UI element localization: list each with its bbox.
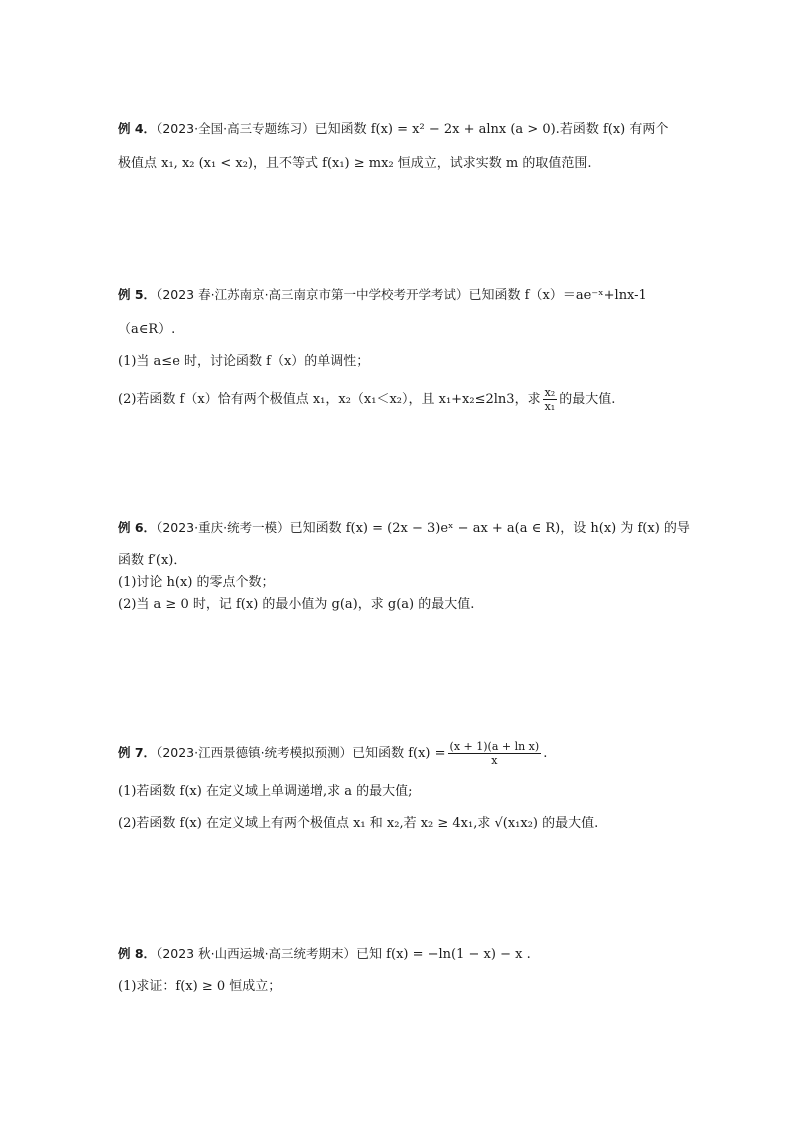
example-7-fraction bbox=[448, 740, 542, 767]
example-7-frac-den: x bbox=[491, 754, 498, 767]
example-8-part-1 bbox=[118, 975, 678, 997]
example-5-frac-den: x₁ bbox=[544, 400, 556, 413]
example-5 bbox=[118, 284, 678, 416]
example-8-text-1: 已知 f(x) = −ln(1 − x) − x . bbox=[356, 947, 531, 962]
example-5-fraction bbox=[543, 386, 558, 413]
example-4-line-1 bbox=[118, 118, 678, 140]
example-7-part-1 bbox=[118, 780, 678, 802]
example-5-source: （2023 春·江苏南京·高三南京市第一中学校考开学考试） bbox=[156, 287, 469, 302]
example-6-text-3: (1)讨论 h(x) 的零点个数； bbox=[118, 575, 275, 590]
example-5-text-4a: (2)若函数 f（x）恰有两个极值点 x₁，x₂（x₁＜x₂），且 x₁+x₂≤2ln3，求 bbox=[118, 392, 541, 407]
example-6-part-2 bbox=[118, 593, 678, 615]
example-6-part-1 bbox=[118, 571, 678, 593]
example-5-part-2 bbox=[118, 382, 678, 416]
example-8-text-2: (1)求证：f(x) ≥ 0 恒成立； bbox=[118, 979, 282, 994]
example-8 bbox=[118, 943, 678, 997]
example-4-label: 例 4． bbox=[118, 121, 157, 136]
example-4-source: （2023·全国·高三专题练习） bbox=[156, 121, 315, 136]
example-5-text-4b: 的最大值. bbox=[559, 392, 616, 407]
example-5-frac-num: x₂ bbox=[544, 386, 556, 399]
example-5-part-1 bbox=[118, 350, 678, 372]
example-4-line-2 bbox=[118, 152, 678, 174]
example-5-label: 例 5． bbox=[118, 287, 157, 302]
example-7-text-3: (2)若函数 f(x) 在定义域上有两个极值点 x₁ 和 x₂,若 x₂ ≥ 4x₁,求 √(x₁x₂) 的最大值. bbox=[118, 816, 599, 831]
example-7-text-2: (1)若函数 f(x) 在定义域上单调递增,求 a 的最大值; bbox=[118, 784, 413, 799]
example-7-text-1b: . bbox=[543, 746, 548, 761]
example-6 bbox=[118, 517, 690, 615]
example-5-line-2 bbox=[118, 318, 678, 340]
example-7-part-2 bbox=[118, 812, 678, 834]
example-4-text-2: 极值点 x₁, x₂ (x₁ < x₂)，且不等式 f(x₁) ≥ mx₂ 恒成立，试求实数 m 的取值范围. bbox=[118, 156, 592, 171]
example-7-source: （2023·江西景德镇·统考模拟预测） bbox=[156, 745, 353, 760]
example-6-line-1 bbox=[118, 517, 690, 539]
example-7-text-1a: 已知函数 f(x) = bbox=[352, 746, 446, 761]
example-8-label: 例 8． bbox=[118, 946, 157, 961]
example-4 bbox=[118, 118, 678, 174]
example-7 bbox=[118, 736, 678, 834]
example-5-text-3: (1)当 a≤e 时，讨论函数 f（x）的单调性； bbox=[118, 354, 370, 369]
example-5-text-1: 已知函数 f（x）＝ae⁻ˣ+lnx-1 bbox=[468, 288, 647, 303]
example-8-source: （2023 秋·山西运城·高三统考期末） bbox=[156, 946, 357, 961]
example-7-label: 例 7． bbox=[118, 745, 157, 760]
example-6-text-1: 已知函数 f(x) = (2x − 3)eˣ − ax + a(a ∈ R)，设 h(x) 为 f(x) 的导 bbox=[289, 521, 690, 536]
example-5-text-2: （a∈R）. bbox=[118, 322, 176, 337]
example-6-text-4: (2)当 a ≥ 0 时，记 f(x) 的最小值为 g(a)，求 g(a) 的最大值. bbox=[118, 597, 475, 612]
example-6-line-2 bbox=[118, 549, 678, 571]
example-7-line-1 bbox=[118, 736, 678, 770]
example-7-frac-num: (x + 1)(a + ln x) bbox=[449, 740, 540, 753]
example-6-text-2: 函数 f′(x)． bbox=[118, 553, 187, 568]
example-5-line-1 bbox=[118, 284, 678, 306]
example-6-label: 例 6． bbox=[118, 520, 157, 535]
example-4-text-1: 已知函数 f(x) = x² − 2x + alnx (a > 0).若函数 f(x) 有两个 bbox=[314, 122, 669, 137]
example-6-source: （2023·重庆·统考一模） bbox=[156, 520, 290, 535]
example-8-line-1 bbox=[118, 943, 678, 965]
